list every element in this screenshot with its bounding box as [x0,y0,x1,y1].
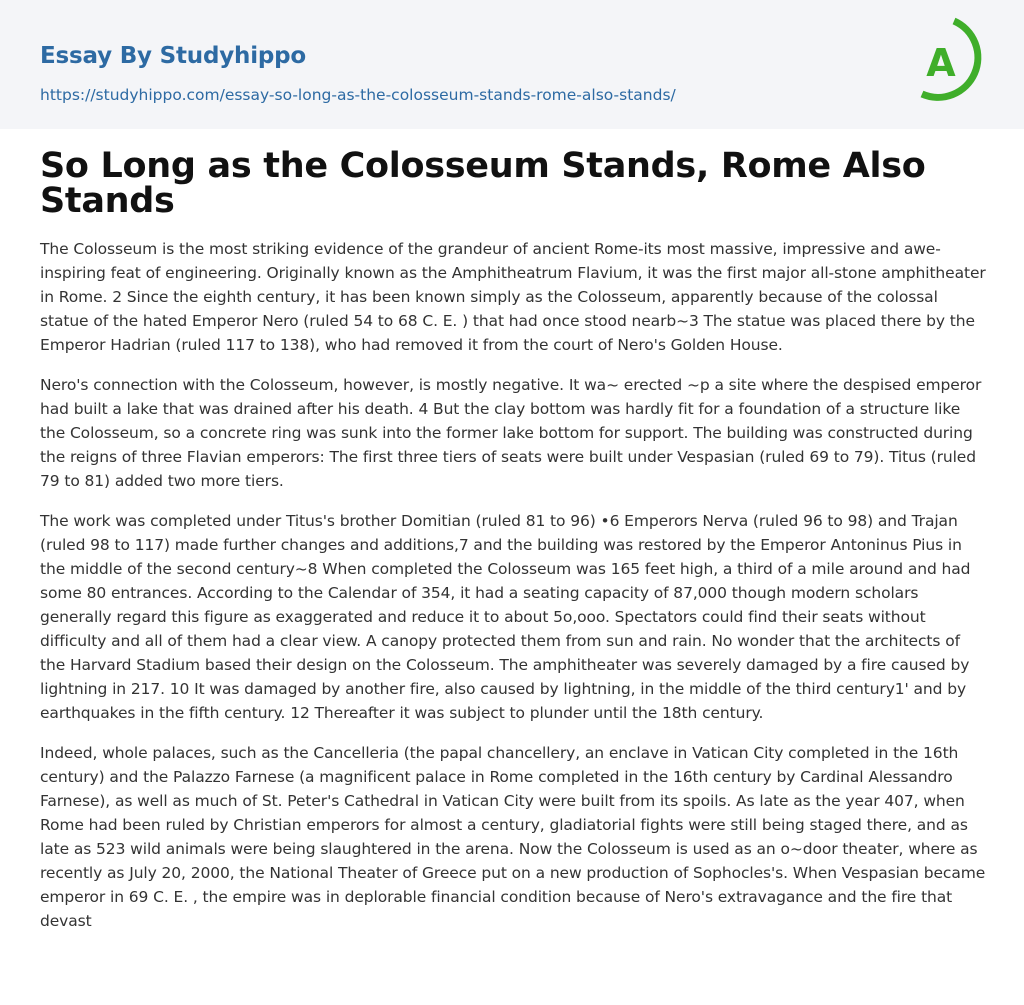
site-header [0,0,1024,129]
paragraph-4: Indeed, whole palaces, such as the Cancelleria (the papal chancellery, an enclave in Vatican City completed in the 16th century) and the Palazzo Farnese (a magnificent palace in Rome completed in the 16th century by Cardinal Alessandro Farnese), as well as much of St. Peter's Cathedral in Vatican City were built from its spoils. As late as the year 407, when Rome had been ruled by Christian emperors for almost a century, gladiatorial fights were still being staged there, and as late as 523 wild animals were being slaughtered in the arena. Now the Colosseum is used as an o~door theater, where as recently as July 20, 2000, the National Theater of Greece put on a new production of Sophocles's. When Vespasian became emperor in 69 C. E. , the empire was in deplorable financial condition because of Nero's extravagance and the fire that devast [40,744,986,930]
paragraph-2: Nero's connection with the Colosseum, however, is mostly negative. It wa~ erected ~p a site where the despised emperor had built a lake that was drained after his death. 4 But the clay bottom was hardly fit for a foundation of a structure like the Colosseum, so a concrete ring was sunk into the former lake bottom for support. The building was constructed during the reigns of three Flavian emperors: The first three tiers of seats were built under Vespasian (ruled 69 to 79). Titus (ruled 79 to 81) added two more tiers. [40,376,982,490]
brand-title[interactable]: Essay By Studyhippo [40,43,307,69]
logo-letter: A [926,41,956,85]
paragraph-3: The work was completed under Titus's brother Domitian (ruled 81 to 96) •6 Emperors Nerva (ruled 96 to 98) and Trajan (ruled 98 to 117) made further changes and additions,7 and the building was restored by the Emperor Antoninus Pius in the middle of the second century~8 When completed the Colosseum was 165 feet high, a third of a mile around and had some 80 entrances. According to the Calendar of 354, it had a seating capacity of 87,000 though modern scholars generally regard this figure as exaggerated and reduce it to about 5o,ooo. Spectators could find their seats without difficulty and all of them had a clear view. A canopy protected them from sun and rain. No wonder that the architects of the Harvard Stadium based their design on the Colosseum. The amphitheater was severely damaged by a fire caused by lightning in 217. 10 It was damaged by another fire, also caused by lightning, in the middle of the third century1' and by earthquakes in the fifth century. 12 Thereafter it was subject to plunder until the 18th century. [40,512,971,722]
essay-url-link[interactable]: https://studyhippo.com/essay-so-long-as-the-colosseum-stands-rome-also-stands/ [40,86,676,104]
studyhippo-logo-icon[interactable] [908,16,988,108]
article [40,146,986,949]
page-title: So Long as the Colosseum Stands, Rome Also Stands [40,146,926,221]
paragraph-1: The Colosseum is the most striking evidence of the grandeur of ancient Rome-its most massive, impressive and awe-inspiring feat of engineering. Originally known as the Amphitheatrum Flavium, it was the first major all-stone amphitheater in Rome. 2 Since the eighth century, it has been known simply as the Colosseum, apparently because of the colossal statue of the hated Emperor Nero (ruled 54 to 68 C. E. ) that had once stood nearb~3 The statue was placed there by the Emperor Hadrian (ruled 117 to 138), who had removed it from the court of Nero's Golden House. [40,240,986,354]
